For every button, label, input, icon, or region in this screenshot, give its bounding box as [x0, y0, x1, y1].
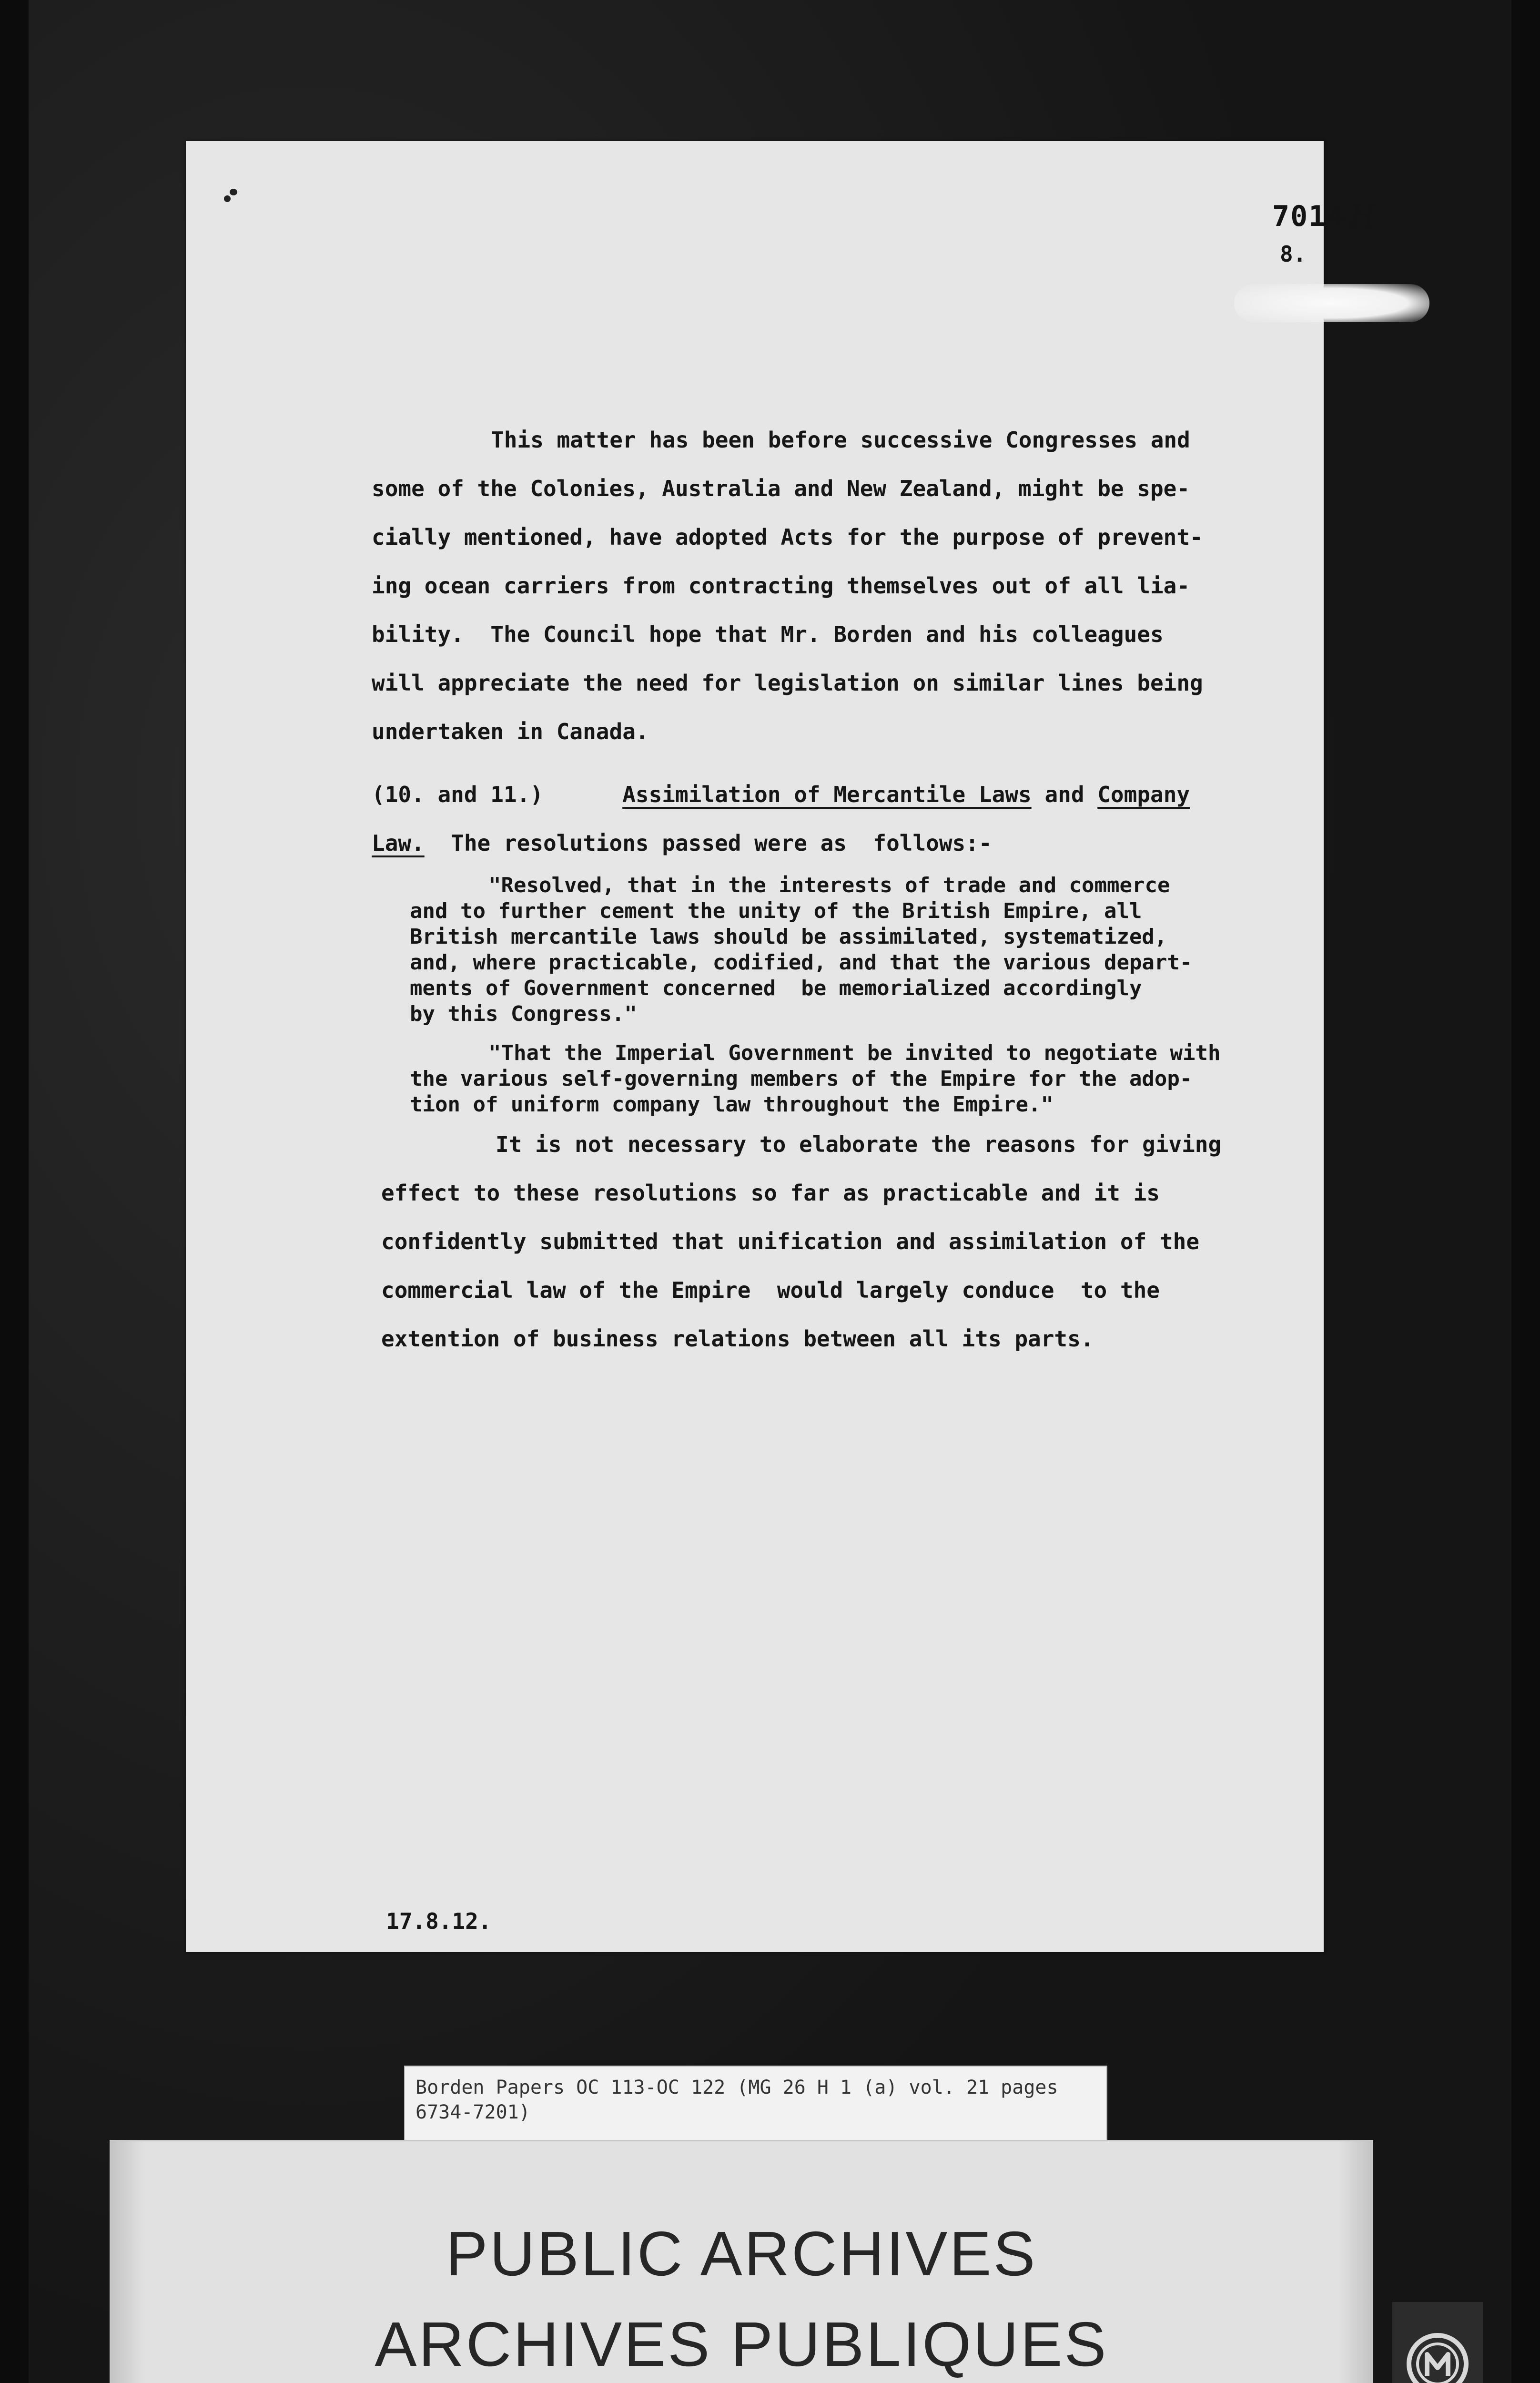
page-number-handwritten-mark: H [1349, 198, 1377, 233]
archive-card [110, 2140, 1373, 2383]
resolution-1-line: and to further cement the unity of the British Empire, all [410, 899, 1142, 923]
film-edge-left [0, 0, 29, 2383]
resolution-1-line: ments of Government concerned be memorialized accordingly [410, 976, 1142, 1000]
resolution-2-line: "That the Imperial Government be invited to negotiate with [488, 1041, 1221, 1065]
reference-label-line: Borden Papers OC 113-OC 122 (MG 26 H 1 (a) vol. 21 pages [415, 2077, 1058, 2098]
paragraph-1-line: some of the Colonies, Australia and New Zealand, might be spe- [372, 476, 1190, 501]
document-date: 17.8.12. [386, 1908, 492, 1934]
resolution-2-line: the various self-governing members of the Empire for the adop- [410, 1067, 1193, 1091]
resolution-1-line: and, where practicable, codified, and that the various depart- [410, 950, 1193, 975]
section-title: Company [1097, 782, 1190, 807]
page-number [1272, 198, 1377, 233]
sheet-number: 8. [1280, 241, 1307, 267]
paragraph-1-line: This matter has been before successive Congresses and [491, 427, 1190, 453]
section-intro: The resolutions passed were as follows:- [451, 830, 992, 856]
resolution-1-line: "Resolved, that in the interests of trade and commerce [488, 873, 1170, 897]
paragraph-1-line: undertaken in Canada. [372, 719, 649, 744]
film-edge-right [1511, 0, 1540, 2383]
reference-label [404, 2066, 1107, 2142]
paragraph-2-line: confidently submitted that unification and assimilation of the [381, 1229, 1200, 1254]
archive-title-english: PUBLIC ARCHIVES [446, 2219, 1037, 2289]
section-heading [372, 782, 1190, 807]
resolution-2-line: tion of uniform company law throughout the Empire." [410, 1092, 1054, 1117]
reference-label-line: 6734-7201) [415, 2101, 530, 2123]
erased-stamp [1234, 284, 1429, 322]
paragraph-1-line: will appreciate the need for legislation on similar lines being [372, 670, 1203, 696]
paragraph-1-line: cially mentioned, have adopted Acts for the purpose of prevent- [372, 524, 1203, 550]
paragraph-2-line: effect to these resolutions so far as practicable and it is [381, 1180, 1160, 1206]
section-number: (10. and 11.) [372, 782, 544, 807]
paragraph-1-line: ing ocean carriers from contracting themselves out of all lia- [372, 573, 1190, 599]
section-title: Law. [372, 830, 425, 856]
paragraph-2-line: commercial law of the Empire would largely conduce to the [381, 1277, 1160, 1303]
page-number-value: 7014 [1272, 200, 1345, 233]
section-heading-line-2 [372, 830, 992, 856]
section-title-and: and [1044, 782, 1084, 807]
paragraph-2-line: extention of business relations between all its parts. [381, 1326, 1094, 1352]
resolution-1-line: by this Congress." [410, 1002, 637, 1026]
paragraph-1-line: bility. The Council hope that Mr. Borden and his colleagues [372, 621, 1164, 647]
document-page [186, 141, 1377, 1952]
archive-title-french: ARCHIVES PUBLIQUES [375, 2309, 1108, 2379]
paragraph-2-line: It is not necessary to elaborate the reasons for giving [496, 1131, 1222, 1157]
section-title: Assimilation of Mercantile Laws [622, 782, 1032, 807]
microfilm-logo-icon [1392, 2302, 1483, 2383]
resolution-1-line: British mercantile laws should be assimilated, systematized, [410, 925, 1167, 949]
ink-mark [224, 189, 238, 205]
